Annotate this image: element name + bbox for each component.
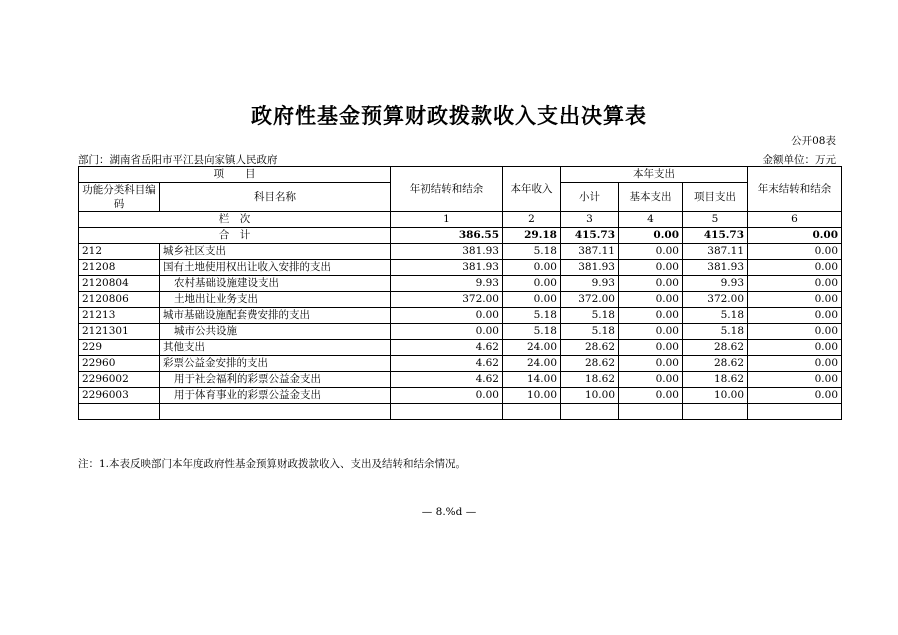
empty-cell <box>391 404 503 420</box>
amount-cell: 10.00 <box>503 388 561 404</box>
amount-cell: 0.00 <box>748 244 842 260</box>
amount-cell: 387.11 <box>561 244 619 260</box>
amount-cell: 5.18 <box>561 308 619 324</box>
amount-cell: 0.00 <box>748 356 842 372</box>
header-basic: 基本支出 <box>619 183 683 212</box>
amount-cell: 4.62 <box>391 356 503 372</box>
amount-cell: 0.00 <box>619 372 683 388</box>
amount-cell: 0.00 <box>748 372 842 388</box>
amount-cell: 5.18 <box>503 324 561 340</box>
func-code-cell: 2120804 <box>79 276 160 292</box>
func-code-cell: 2296003 <box>79 388 160 404</box>
amount-cell: 0.00 <box>748 276 842 292</box>
amount-cell: 0.00 <box>619 276 683 292</box>
header-subject-name: 科目名称 <box>160 183 391 212</box>
column-index-label: 栏 次 <box>79 212 391 228</box>
func-code-cell: 212 <box>79 244 160 260</box>
amount-cell: 372.00 <box>391 292 503 308</box>
column-index: 2 <box>503 212 561 228</box>
total-value: 0.00 <box>619 228 683 244</box>
amount-cell: 28.62 <box>683 356 748 372</box>
header-expend-group: 本年支出 <box>561 167 748 183</box>
func-code-cell: 2120806 <box>79 292 160 308</box>
amount-cell: 0.00 <box>391 324 503 340</box>
total-value: 386.55 <box>391 228 503 244</box>
total-value: 29.18 <box>503 228 561 244</box>
amount-cell: 372.00 <box>683 292 748 308</box>
header-func-code: 功能分类科目编码 <box>79 183 160 212</box>
table-row <box>79 388 842 404</box>
subject-name-cell: 土地出让业务支出 <box>160 292 391 308</box>
header-project: 项目支出 <box>683 183 748 212</box>
table-row <box>79 356 842 372</box>
amount-cell: 0.00 <box>748 292 842 308</box>
empty-row <box>79 404 842 420</box>
empty-cell <box>561 404 619 420</box>
column-index: 3 <box>561 212 619 228</box>
amount-cell: 0.00 <box>619 244 683 260</box>
final-accounts-table <box>78 166 842 420</box>
amount-cell: 0.00 <box>619 260 683 276</box>
table-row <box>79 340 842 356</box>
subject-name-cell: 用于社会福利的彩票公益金支出 <box>160 372 391 388</box>
amount-cell: 0.00 <box>619 388 683 404</box>
amount-cell: 372.00 <box>561 292 619 308</box>
amount-cell: 5.18 <box>561 324 619 340</box>
amount-cell: 0.00 <box>503 292 561 308</box>
amount-cell: 381.93 <box>561 260 619 276</box>
empty-cell <box>79 404 160 420</box>
amount-cell: 18.62 <box>683 372 748 388</box>
total-value: 0.00 <box>748 228 842 244</box>
amount-cell: 5.18 <box>503 308 561 324</box>
empty-cell <box>503 404 561 420</box>
amount-cell: 4.62 <box>391 340 503 356</box>
amount-cell: 10.00 <box>683 388 748 404</box>
table-row <box>79 276 842 292</box>
amount-cell: 387.11 <box>683 244 748 260</box>
empty-cell <box>619 404 683 420</box>
page-number: — 8.%d — <box>421 506 477 518</box>
subject-name-cell: 用于体育事业的彩票公益金支出 <box>160 388 391 404</box>
amount-cell: 9.93 <box>391 276 503 292</box>
amount-cell: 5.18 <box>683 308 748 324</box>
amount-cell: 0.00 <box>391 308 503 324</box>
amount-cell: 0.00 <box>748 388 842 404</box>
amount-cell: 5.18 <box>683 324 748 340</box>
table-note: 注：1.本表反映部门本年度政府性基金预算财政拨款收入、支出及结转和结余情况。 <box>78 458 467 470</box>
table-row <box>79 308 842 324</box>
total-row <box>79 228 842 244</box>
amount-cell: 0.00 <box>748 340 842 356</box>
subject-name-cell: 彩票公益金安排的支出 <box>160 356 391 372</box>
amount-cell: 0.00 <box>619 356 683 372</box>
subject-name-cell: 其他支出 <box>160 340 391 356</box>
amount-cell: 28.62 <box>561 340 619 356</box>
amount-cell: 24.00 <box>503 356 561 372</box>
department-label: 部门：湖南省岳阳市平江县向家镇人民政府 <box>78 154 278 166</box>
amount-unit-label: 金额单位：万元 <box>762 154 836 166</box>
func-code-cell: 2121301 <box>79 324 160 340</box>
form-number: 公开08表 <box>791 135 836 147</box>
header-row-1 <box>79 167 842 183</box>
table-row <box>79 324 842 340</box>
table-row <box>79 372 842 388</box>
amount-cell: 0.00 <box>748 324 842 340</box>
page-title: 政府性基金预算财政拨款收入支出决算表 <box>251 103 647 128</box>
amount-cell: 5.18 <box>503 244 561 260</box>
empty-cell <box>160 404 391 420</box>
amount-cell: 381.93 <box>683 260 748 276</box>
amount-cell: 18.62 <box>561 372 619 388</box>
column-index: 1 <box>391 212 503 228</box>
amount-cell: 14.00 <box>503 372 561 388</box>
amount-cell: 0.00 <box>619 292 683 308</box>
amount-cell: 0.00 <box>619 308 683 324</box>
header-begin-balance: 年初结转和结余 <box>391 167 503 212</box>
amount-cell: 0.00 <box>503 276 561 292</box>
header-item: 项 目 <box>79 167 391 183</box>
func-code-cell: 2296002 <box>79 372 160 388</box>
column-index: 6 <box>748 212 842 228</box>
amount-cell: 28.62 <box>683 340 748 356</box>
amount-cell: 381.93 <box>391 260 503 276</box>
amount-cell: 24.00 <box>503 340 561 356</box>
header-subtotal: 小计 <box>561 183 619 212</box>
subject-name-cell: 城乡社区支出 <box>160 244 391 260</box>
amount-cell: 4.62 <box>391 372 503 388</box>
amount-cell: 0.00 <box>619 340 683 356</box>
empty-cell <box>748 404 842 420</box>
amount-cell: 381.93 <box>391 244 503 260</box>
func-code-cell: 21213 <box>79 308 160 324</box>
column-index: 5 <box>683 212 748 228</box>
header-end-balance: 年末结转和结余 <box>748 167 842 212</box>
amount-cell: 0.00 <box>748 260 842 276</box>
func-code-cell: 22960 <box>79 356 160 372</box>
header-income: 本年收入 <box>503 167 561 212</box>
empty-cell <box>683 404 748 420</box>
subject-name-cell: 城市基础设施配套费安排的支出 <box>160 308 391 324</box>
amount-cell: 9.93 <box>561 276 619 292</box>
column-index-row <box>79 212 842 228</box>
amount-cell: 0.00 <box>391 388 503 404</box>
amount-cell: 10.00 <box>561 388 619 404</box>
subject-name-cell: 农村基础设施建设支出 <box>160 276 391 292</box>
amount-cell: 0.00 <box>619 324 683 340</box>
subject-name-cell: 城市公共设施 <box>160 324 391 340</box>
column-index: 4 <box>619 212 683 228</box>
amount-cell: 0.00 <box>748 308 842 324</box>
amount-cell: 28.62 <box>561 356 619 372</box>
table-row <box>79 260 842 276</box>
subject-name-cell: 国有土地使用权出让收入安排的支出 <box>160 260 391 276</box>
func-code-cell: 229 <box>79 340 160 356</box>
total-label: 合 计 <box>79 228 391 244</box>
table-row <box>79 292 842 308</box>
func-code-cell: 21208 <box>79 260 160 276</box>
total-value: 415.73 <box>683 228 748 244</box>
table-row <box>79 244 842 260</box>
amount-cell: 9.93 <box>683 276 748 292</box>
total-value: 415.73 <box>561 228 619 244</box>
amount-cell: 0.00 <box>503 260 561 276</box>
